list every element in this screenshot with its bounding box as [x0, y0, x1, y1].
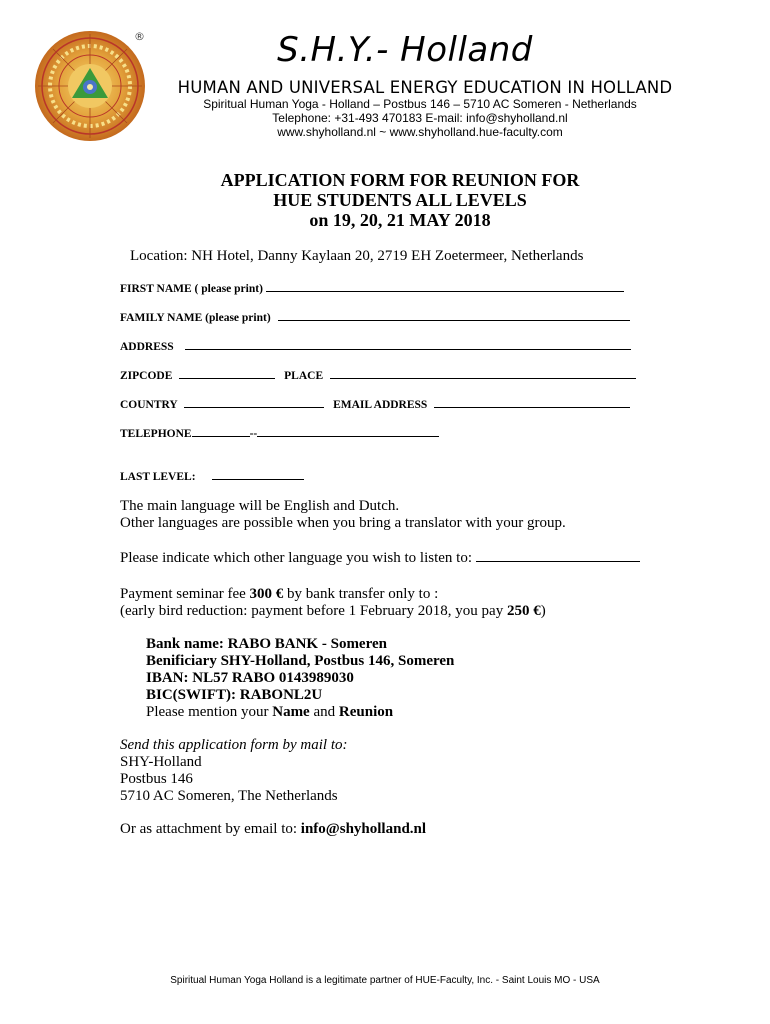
- postal-address: Spiritual Human Yoga - Holland – Postbus 146 – 5710 AC Someren - Netherlands: [203, 97, 637, 111]
- shy-holland-logo: [34, 30, 146, 142]
- zipcode-label: ZIPCODE: [120, 370, 173, 382]
- websites-line: www.shyholland.nl ~ www.shyholland.hue-faculty.com: [277, 125, 563, 139]
- mail-address-line-3: 5710 AC Someren, The Netherlands: [120, 788, 338, 804]
- attachment-text: Or as attachment by email to:: [120, 821, 298, 837]
- bank-mention-and: and: [313, 704, 336, 720]
- bank-mention-reunion: Reunion: [338, 704, 394, 720]
- family-name-label: FAMILY NAME (please print): [120, 312, 271, 324]
- payment-fee-amount: 300 €: [249, 586, 284, 602]
- place-line[interactable]: [330, 368, 636, 379]
- bank-iban: IBAN: NL57 RABO 0143989030: [146, 670, 354, 686]
- telephone-row: [120, 426, 439, 440]
- registered-mark: ®: [134, 30, 145, 43]
- family-name-row: [120, 310, 630, 324]
- phone-email-line: Telephone: +31-493 470183 E-mail: info@shyholland.nl: [272, 111, 568, 125]
- payment-fee-text: Payment seminar fee: [120, 586, 246, 602]
- last-level-line[interactable]: [212, 469, 304, 480]
- address-row: [120, 339, 631, 353]
- telephone-number-line[interactable]: [257, 426, 439, 437]
- footer-note: Spiritual Human Yoga Holland is a legitimate partner of HUE-Faculty, Inc. - Saint Louis MO - USA: [170, 975, 600, 986]
- language-other: Other languages are possible when you bring a translator with your group.: [120, 515, 566, 531]
- language-main: The main language will be English and Dutch.: [120, 498, 400, 514]
- attachment-line: [120, 821, 426, 838]
- form-title-line-2: HUE STUDENTS ALL LEVELS: [273, 190, 527, 210]
- mail-address-line-2: Postbus 146: [120, 771, 193, 787]
- bank-name: Bank name: RABO BANK - Someren: [146, 636, 387, 652]
- first-name-line[interactable]: [266, 281, 624, 292]
- bank-mention-text: Please mention your: [146, 704, 269, 720]
- attachment-email[interactable]: info@shyholland.nl: [300, 821, 427, 837]
- bank-mention-name: Name: [272, 704, 310, 720]
- email-line[interactable]: [434, 397, 630, 408]
- country-label: COUNTRY: [120, 399, 178, 411]
- country-line[interactable]: [184, 397, 324, 408]
- mail-address-line-1: SHY-Holland: [120, 754, 202, 770]
- form-title-line-1: APPLICATION FORM FOR REUNION FOR: [220, 170, 580, 190]
- payment-fee-line: [120, 586, 438, 603]
- address-label: ADDRESS: [120, 341, 174, 353]
- family-name-line[interactable]: [278, 310, 630, 321]
- early-bird-text: (early bird reduction: payment before 1 February 2018, you pay: [120, 603, 504, 619]
- brand-title: S.H.Y.- Holland: [277, 30, 533, 70]
- email-label: EMAIL ADDRESS: [333, 399, 428, 411]
- mail-intro: Send this application form by mail to:: [120, 737, 348, 753]
- first-name-row: [120, 281, 624, 295]
- early-bird-amount: 250 €: [506, 603, 541, 619]
- address-line[interactable]: [185, 339, 631, 350]
- zipcode-line[interactable]: [179, 368, 275, 379]
- organization-subtitle: HUMAN AND UNIVERSAL ENERGY EDUCATION IN HOLLAND: [177, 78, 673, 97]
- bank-mention-line: [146, 704, 393, 721]
- language-indicate-row: [120, 549, 640, 567]
- telephone-separator: --: [249, 428, 258, 440]
- zipcode-place-row: [120, 368, 636, 382]
- last-level-row: [120, 469, 304, 483]
- country-email-row: [120, 397, 630, 411]
- first-name-label: FIRST NAME ( please print): [120, 283, 263, 295]
- telephone-label: TELEPHONE: [120, 428, 192, 440]
- language-indicate-label: Please indicate which other language you wish to listen to:: [120, 550, 473, 566]
- payment-method-text: by bank transfer only to :: [287, 586, 439, 602]
- early-bird-close: ): [540, 603, 546, 619]
- early-bird-line: [120, 603, 546, 620]
- last-level-label: LAST LEVEL:: [120, 471, 196, 483]
- language-indicate-line[interactable]: [476, 549, 640, 562]
- form-title-line-3: on 19, 20, 21 MAY 2018: [309, 210, 491, 230]
- place-label: PLACE: [284, 370, 324, 382]
- bank-bic: BIC(SWIFT): RABONL2U: [146, 687, 323, 703]
- event-location: Location: NH Hotel, Danny Kaylaan 20, 2719 EH Zoetermeer, Netherlands: [130, 248, 584, 264]
- telephone-prefix-line[interactable]: [192, 426, 250, 437]
- bank-beneficiary: Benificiary SHY-Holland, Postbus 146, Someren: [146, 653, 455, 669]
